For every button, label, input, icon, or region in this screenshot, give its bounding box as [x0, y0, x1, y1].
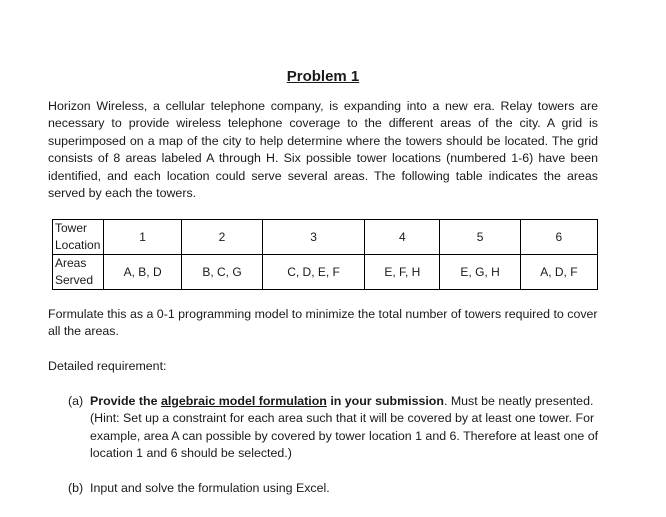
- table-cell: E, G, H: [440, 255, 520, 290]
- table-cell: 5: [440, 220, 520, 255]
- table-cell: 3: [262, 220, 365, 255]
- table-cell: 2: [182, 220, 262, 255]
- table-cell: A, B, D: [104, 255, 182, 290]
- row-header-tower-location: Tower Location: [53, 220, 104, 255]
- requirement-a-text: [90, 393, 600, 463]
- requirement-a-bold-lead: Provide the: [90, 394, 158, 408]
- table-row: [53, 220, 598, 255]
- requirement-a-bold-tail: in your submission: [330, 394, 444, 408]
- table-cell: 1: [104, 220, 182, 255]
- table-cell: A, D, F: [520, 255, 597, 290]
- requirement-b: [68, 480, 600, 497]
- table-cell: 6: [520, 220, 597, 255]
- requirement-a: [68, 393, 600, 463]
- tower-coverage-table: [52, 219, 598, 290]
- table-cell: B, C, G: [182, 255, 262, 290]
- requirement-b-label: (b): [68, 481, 84, 495]
- table-cell: E, F, H: [365, 255, 440, 290]
- formulate-paragraph: Formulate this as a 0-1 programming model to minimize the total number of towers required to cover all the areas.: [48, 307, 598, 339]
- intro-paragraph: Horizon Wireless, a cellular telephone company, is expanding into a new era. Relay towers are necessary to provide wireless telephone coverage to the different areas of the city. A grid is superimposed on a map of the city to help determine where the towers should be located. The grid consists of 8 areas labeled A through H. Six possible tower locations (numbered 1-6) have been identified, and each location could serve several areas. The following table indicates the areas served by each the towers.: [48, 99, 598, 201]
- table-cell: C, D, E, F: [262, 255, 365, 290]
- problem-title: Problem 1: [286, 68, 360, 85]
- requirement-a-label: (a): [68, 394, 84, 408]
- table-row: [53, 255, 598, 290]
- row-header-areas-served: Areas Served: [53, 255, 104, 290]
- table-cell: 4: [365, 220, 440, 255]
- requirement-b-text: Input and solve the formulation using Excel.: [90, 481, 330, 495]
- requirement-a-rest: . Must be neatly presented. (Hint: Set up a constraint for each area such that it will be covered by at least one tower. For example, area A can possible by covered by tower location 1 and 6. Therefore at least one of location 1 and 6 should be selected.): [90, 394, 599, 461]
- detailed-requirement-heading: Detailed requirement:: [48, 359, 167, 373]
- requirement-a-bold-underlined: algebraic model formulation: [160, 394, 327, 408]
